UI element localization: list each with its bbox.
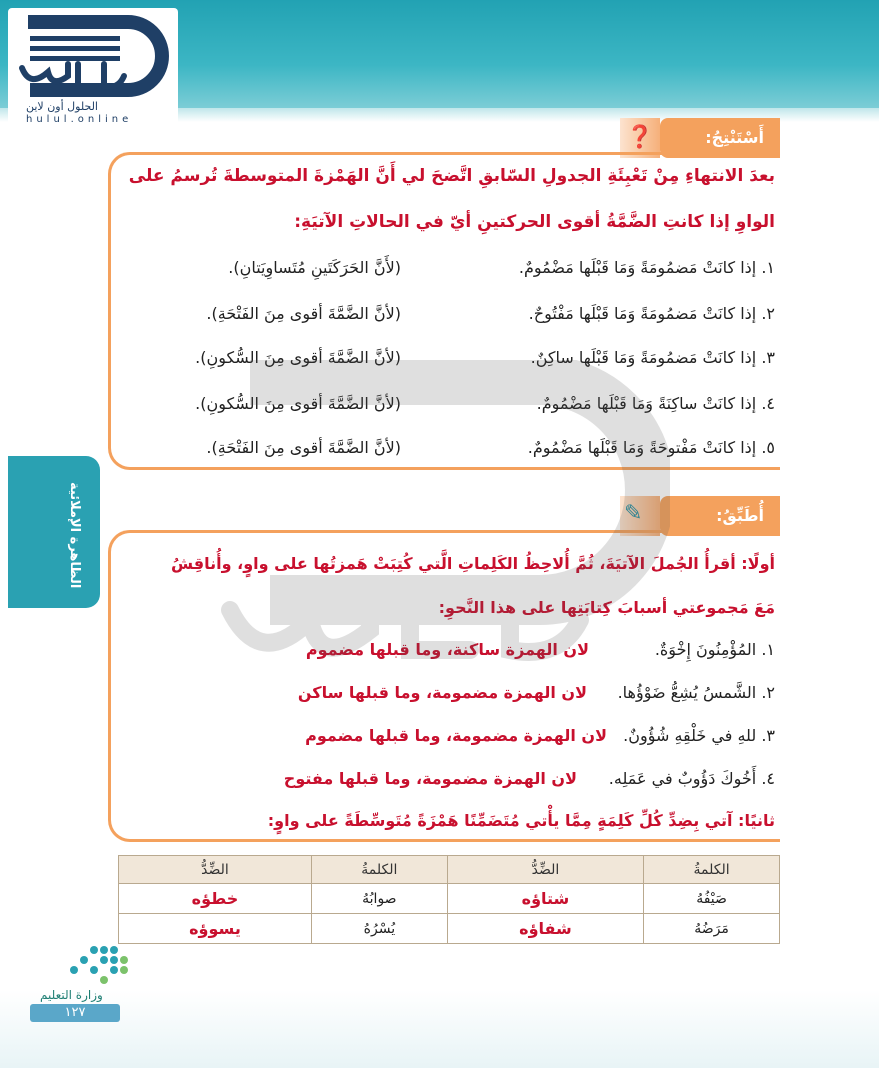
table-answer-cell: شتاؤه — [447, 884, 643, 914]
conclude-reason: (لأنَّ الضَّمَّةَ أقوى مِنَ الفَتْحَةِ). — [206, 304, 401, 323]
logo-site: hulul.online — [26, 114, 133, 125]
conclude-item: ٥. إذا كانَتْ مَفْتوحَةً وَمَا قَبْلَها مَضْمُومٌ. — [527, 438, 775, 457]
conclude-reason: (لأنَّ الضَّمَّةَ أقوى مِنَ السُّكونِ). — [195, 348, 401, 367]
apply-second-instruction: ثانيًا: آتي بِضِدِّ كُلِّ كَلِمَةٍ مِمَّا يأْتي مُتَضَمِّنًا هَمْزَةً مُتَوسِّطَةً على واوٍ: — [267, 811, 775, 830]
table-cell: يُسْرُهُ — [311, 914, 447, 944]
antonym-table — [118, 855, 780, 944]
page-number: ١٢٧ — [30, 1004, 120, 1022]
table-header-row — [119, 856, 780, 884]
table-row — [119, 914, 780, 944]
conclude-intro-line1: بعدَ الانتهاءِ مِنْ تَعْبِئَةِ الجدولِ السّابقِ اتَّضحَ لي أَنَّ الهَمْزةَ المتوسطةَ تُرسمُ على — [128, 166, 775, 186]
table-cell: صوابُهُ — [311, 884, 447, 914]
side-chapter-title: الظاهرة الإملائية — [67, 481, 82, 589]
apply-sentence: ٢. الشَّمسُ يُشِعُّ ضَوْؤُها. — [617, 683, 775, 702]
watermark-logo-icon — [210, 360, 670, 700]
conclude-intro-line2: الواوِ إذا كانتِ الضَّمَّةُ أقوى الحركتينِ أيّ في الحالاتِ الآتيَةِ: — [294, 212, 775, 232]
conclude-item: ٣. إذا كانَتْ مَضمُومَةً وَمَا قَبْلَها ساكِنٌ. — [530, 348, 775, 367]
conclude-item: ٤. إذا كانَتْ ساكِنَةً وَمَا قَبْلَها مَضْمُومٌ. — [536, 394, 775, 413]
apply-answer: لان الهمزة مضمومة، وما قبلها مفتوح — [283, 769, 577, 788]
lightbulb-icon: ❓ — [626, 125, 654, 150]
table-header: الكلمةُ — [311, 856, 447, 884]
apply-sentence: ١. المُؤْمِنُونَ إِخْوَةٌ. — [654, 640, 775, 659]
table-answer-cell: يسوؤه — [119, 914, 312, 944]
apply-first-line1: أولًا: أقرأُ الجُملَ الآتيَةَ، ثُمَّ أُلاحِظُ الكَلِماتِ الَّتي كُتِبَتْ هَمزتُها على واوٍ، وأُناقِشُ — [171, 554, 775, 573]
conclude-item: ٢. إذا كانَتْ مَضمُومَةً وَمَا قَبْلَها مَفْتُوحٌ. — [528, 304, 775, 323]
table-cell: مَرَضُهُ — [644, 914, 780, 944]
table-header: الضِّدُّ — [119, 856, 312, 884]
conclude-tag: أَسْتَنْتِجُ: — [660, 118, 780, 158]
apply-sentence: ٤. أَخُوكَ دَؤُوبٌ في عَمَلِه. — [608, 769, 775, 788]
apply-answer: لان الهمزة مضمومة، وما قبلها مضموم — [305, 726, 607, 745]
table-answer-cell: خطؤه — [119, 884, 312, 914]
conclude-reason: (لأَنَّ الحَرَكَتَينِ مُتَساوِيَتانِ). — [228, 258, 401, 277]
logo-subtitle: الحلول أون لاين — [26, 100, 98, 113]
hulul-logo — [8, 8, 178, 126]
apply-answer: لان الهمزة ساكنة، وما قبلها مضموم — [305, 640, 589, 659]
table-header: الكلمةُ — [644, 856, 780, 884]
apply-answer: لان الهمزة مضمومة، وما قبلها ساكن — [297, 683, 587, 702]
table-cell: صَيْفُهُ — [644, 884, 780, 914]
apply-sentence: ٣. للهِ في خَلْقِهِ شُؤُونٌ. — [623, 726, 775, 745]
table-row — [119, 884, 780, 914]
conclude-reason: (لأنَّ الضَّمَّةَ أقوى مِنَ السُّكونِ). — [195, 394, 401, 413]
pencil-ruler-icon: ✎ — [624, 501, 643, 526]
apply-tag: أُطَبِّقُ: — [660, 496, 780, 536]
apply-first-line2: مَعَ مَجموعتي أسبابَ كِتابَتِها على هذا النَّحوِ: — [438, 598, 775, 617]
conclude-reason: (لأنَّ الضَّمَّةَ أقوى مِنَ الفَتْحَةِ). — [206, 438, 401, 457]
conclude-item: ١. إذا كانَتْ مَضمُومَةً وَمَا قَبْلَها مَضْمُومٌ. — [518, 258, 775, 277]
table-header: الضِّدُّ — [447, 856, 643, 884]
table-answer-cell: شفاؤه — [447, 914, 643, 944]
ministry-name: وزارة التعليم — [40, 988, 103, 1002]
